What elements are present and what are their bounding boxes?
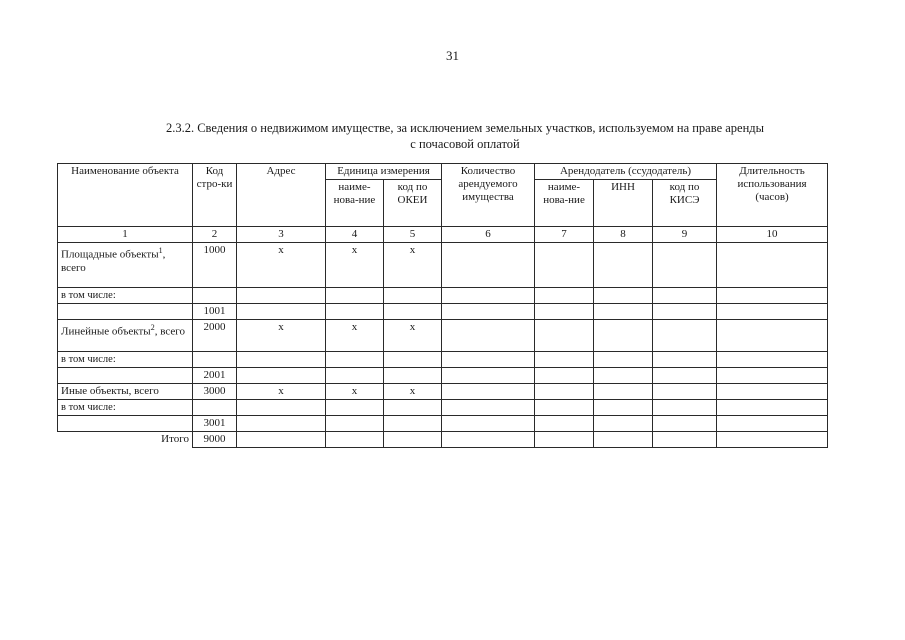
empty-cell: [535, 368, 594, 384]
empty-cell: [326, 416, 384, 432]
empty-cell: [653, 320, 717, 352]
empty-cell: [384, 400, 442, 416]
empty-cell: [442, 416, 535, 432]
address-cell: x: [237, 243, 326, 288]
empty-cell: [594, 320, 653, 352]
empty-cell: [58, 304, 193, 320]
row-label: в том числе:: [58, 288, 193, 304]
empty-cell: [594, 368, 653, 384]
empty-cell: [326, 432, 384, 448]
address-cell: x: [237, 384, 326, 400]
empty-cell: [384, 416, 442, 432]
empty-cell: [594, 288, 653, 304]
row-code: 3000: [193, 384, 237, 400]
empty-cell: [535, 288, 594, 304]
table-row: [58, 320, 828, 352]
empty-cell: [326, 304, 384, 320]
row-label: Площадные объекты$^1$, всего: [58, 243, 193, 288]
total-label: Итого: [161, 433, 189, 445]
total-row: [58, 432, 828, 448]
empty-cell: [535, 432, 594, 448]
empty-cell: [442, 243, 535, 288]
empty-cell: [594, 304, 653, 320]
row-code: 1000: [193, 243, 237, 288]
empty-cell: [58, 368, 193, 384]
row-code: 3001: [193, 416, 237, 432]
header-unit-code: код по ОКЕИ: [384, 180, 442, 227]
header-lessor-name: наиме-нова-ние: [535, 180, 594, 227]
empty-cell: [384, 352, 442, 368]
row-code: 1001: [193, 304, 237, 320]
column-number: 5: [384, 227, 442, 243]
empty-cell: [653, 400, 717, 416]
empty-cell: [237, 352, 326, 368]
column-number: 6: [442, 227, 535, 243]
empty-cell: [594, 432, 653, 448]
empty-cell: [717, 243, 828, 288]
empty-cell: [237, 416, 326, 432]
header-unit-name: наиме-нова-ние: [326, 180, 384, 227]
empty-cell: [384, 288, 442, 304]
table-row: [58, 288, 828, 304]
empty-cell: [442, 288, 535, 304]
empty-cell: [442, 400, 535, 416]
address-cell: x: [237, 320, 326, 352]
column-number: 4: [326, 227, 384, 243]
page-number: 31: [446, 48, 459, 63]
column-number: 3: [237, 227, 326, 243]
table-row: [58, 352, 828, 368]
empty-cell: [535, 384, 594, 400]
empty-cell: [717, 384, 828, 400]
row-code: 9000: [193, 432, 237, 448]
empty-cell: [535, 400, 594, 416]
empty-cell: [384, 432, 442, 448]
empty-cell: [717, 432, 828, 448]
empty-cell: [717, 288, 828, 304]
empty-cell: [594, 352, 653, 368]
empty-cell: [535, 243, 594, 288]
column-numbers-row: [58, 227, 828, 243]
empty-cell: [237, 304, 326, 320]
empty-cell: [384, 368, 442, 384]
empty-cell: [594, 400, 653, 416]
section-title-line-2: с почасовой оплатой: [410, 137, 520, 151]
header-lessor: Арендодатель (ссудодатель): [535, 164, 717, 180]
unit-code-cell: x: [384, 243, 442, 288]
empty-cell: [717, 352, 828, 368]
empty-cell: [442, 432, 535, 448]
empty-cell: [326, 288, 384, 304]
empty-cell: [653, 384, 717, 400]
leased-property-table: [57, 163, 828, 448]
empty-cell: [326, 352, 384, 368]
empty-cell: [594, 416, 653, 432]
section-title-line-1: 2.3.2. Сведения о недвижимом имуществе, за исключением земельных участков, используемом на праве аренды: [165, 121, 765, 135]
empty-cell: [535, 320, 594, 352]
header-row-code: Код стро-ки: [193, 164, 237, 227]
section-title: [70, 120, 860, 152]
unit-code-cell: x: [384, 384, 442, 400]
empty-cell: [717, 368, 828, 384]
unit-name-cell: x: [326, 243, 384, 288]
column-number: 10: [717, 227, 828, 243]
empty-cell: [653, 243, 717, 288]
row-label: Иные объекты, всего: [58, 384, 193, 400]
header-address: Адрес: [237, 164, 326, 227]
column-number: 1: [58, 227, 193, 243]
header-quantity: Количество арендуемого имущества: [442, 164, 535, 227]
header-lessor-code: код по КИСЭ: [653, 180, 717, 227]
empty-cell: [717, 320, 828, 352]
column-number: 9: [653, 227, 717, 243]
empty-cell: [237, 400, 326, 416]
empty-cell: [653, 352, 717, 368]
header-object-name: Наименование объекта: [58, 164, 193, 227]
column-number: 8: [594, 227, 653, 243]
empty-cell: [535, 416, 594, 432]
empty-cell: [193, 288, 237, 304]
row-label: в том числе:: [58, 400, 193, 416]
table-row: [58, 304, 828, 320]
empty-cell: [717, 416, 828, 432]
empty-cell: [326, 368, 384, 384]
unit-name-cell: x: [326, 320, 384, 352]
empty-cell: [653, 368, 717, 384]
empty-cell: [535, 352, 594, 368]
empty-cell: [237, 368, 326, 384]
row-code: 2001: [193, 368, 237, 384]
empty-cell: [326, 400, 384, 416]
table-row: [58, 416, 828, 432]
empty-cell: [442, 368, 535, 384]
empty-cell: [237, 288, 326, 304]
empty-cell: [442, 320, 535, 352]
header-unit: Единица измерения: [326, 164, 442, 180]
empty-cell: [717, 304, 828, 320]
header-lessor-inn: ИНН: [594, 180, 653, 227]
unit-name-cell: x: [326, 384, 384, 400]
column-number: 7: [535, 227, 594, 243]
empty-cell: [594, 243, 653, 288]
table-row: [58, 243, 828, 288]
unit-code-cell: x: [384, 320, 442, 352]
empty-cell: [442, 384, 535, 400]
table-row: [58, 384, 828, 400]
empty-cell: [384, 304, 442, 320]
header-row-1: [58, 164, 828, 180]
empty-cell: [442, 352, 535, 368]
column-number: 2: [193, 227, 237, 243]
empty-cell: [193, 352, 237, 368]
row-label: Линейные объекты$^2$, всего: [58, 320, 193, 352]
empty-cell: [653, 432, 717, 448]
empty-cell: [237, 432, 326, 448]
table-row: [58, 400, 828, 416]
empty-cell: [535, 304, 594, 320]
empty-cell: [717, 400, 828, 416]
empty-cell: [653, 416, 717, 432]
row-code: 2000: [193, 320, 237, 352]
row-label: в том числе:: [58, 352, 193, 368]
empty-cell: [442, 304, 535, 320]
empty-cell: [193, 400, 237, 416]
empty-cell: [653, 288, 717, 304]
header-duration: Длительность использования (часов): [717, 164, 828, 227]
table-row: [58, 368, 828, 384]
empty-cell: [653, 304, 717, 320]
empty-cell: [58, 416, 193, 432]
empty-cell: [594, 384, 653, 400]
